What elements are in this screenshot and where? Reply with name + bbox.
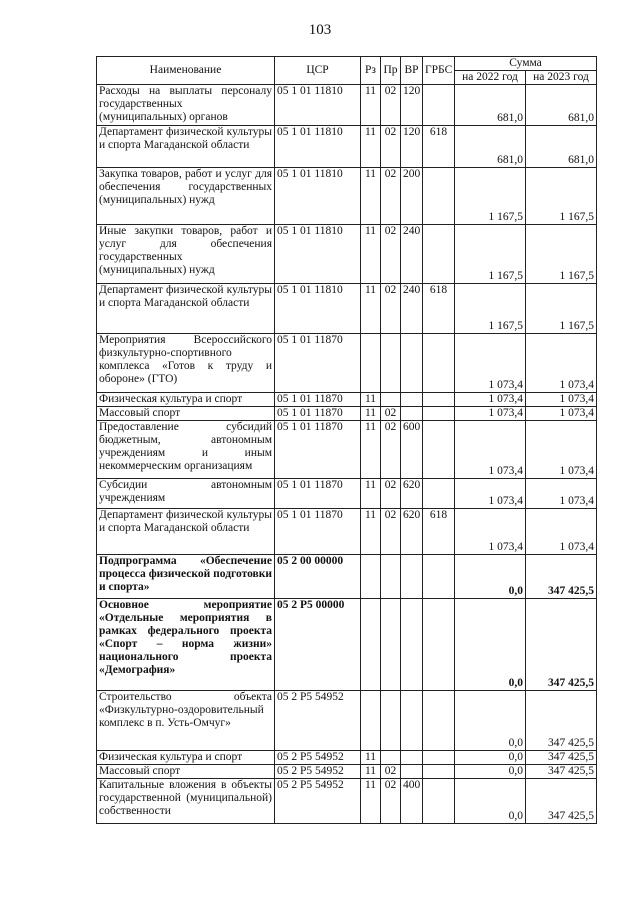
row-rz: 11 — [361, 407, 381, 421]
row-sum-2023: 1 167,5 — [526, 225, 597, 284]
table-row — [97, 691, 597, 751]
row-sum-2023: 1 073,4 — [526, 509, 597, 555]
row-pr — [381, 334, 401, 393]
row-name: Физическая культура и спорт — [97, 751, 275, 765]
row-sum-2023: 347 425,5 — [526, 779, 597, 824]
row-vr: 240 — [401, 284, 423, 334]
row-pr: 02 — [381, 126, 401, 168]
row-sum-2023: 1 073,4 — [526, 479, 597, 509]
row-vr — [401, 599, 423, 691]
table-row — [97, 225, 597, 284]
row-sum-2022: 0,0 — [455, 599, 526, 691]
row-name: Массовый спорт — [97, 765, 275, 779]
row-vr — [401, 334, 423, 393]
row-sum-2022: 1 073,4 — [455, 407, 526, 421]
row-sum-2022: 681,0 — [455, 126, 526, 168]
table-row — [97, 779, 597, 824]
row-sum-2022: 1 073,4 — [455, 509, 526, 555]
row-name: Основное мероприятие «Отдельные мероприятия в рамках федерального проекта «Спорт – норма жизни» национального проекта «Демография» — [97, 599, 275, 691]
header-csr: ЦСР — [275, 57, 361, 85]
row-name: Строительство объекта «Физкультурно-оздоровительный комплекс в п. Усть-Омчуг» — [97, 691, 275, 751]
row-grbs — [423, 168, 455, 225]
table-row — [97, 85, 597, 126]
row-sum-2022: 0,0 — [455, 751, 526, 765]
row-rz: 11 — [361, 779, 381, 824]
row-sum-2022: 0,0 — [455, 779, 526, 824]
row-rz: 11 — [361, 479, 381, 509]
row-vr — [401, 407, 423, 421]
row-rz: 11 — [361, 393, 381, 407]
row-csr: 05 1 01 11870 — [275, 479, 361, 509]
row-sum-2023: 1 073,4 — [526, 421, 597, 479]
table-row — [97, 555, 597, 599]
row-grbs: 618 — [423, 284, 455, 334]
page-number: 103 — [308, 22, 332, 38]
row-vr: 200 — [401, 168, 423, 225]
header-sum: Сумма — [455, 57, 597, 71]
row-grbs: 618 — [423, 126, 455, 168]
row-pr: 02 — [381, 421, 401, 479]
row-rz — [361, 599, 381, 691]
row-csr: 05 1 01 11810 — [275, 284, 361, 334]
row-rz — [361, 691, 381, 751]
header-rz: Рз — [361, 57, 381, 85]
row-sum-2022: 1 073,4 — [455, 479, 526, 509]
row-csr: 05 1 01 11810 — [275, 225, 361, 284]
table-row — [97, 765, 597, 779]
header-2022: на 2022 год — [455, 71, 526, 85]
table-row — [97, 421, 597, 479]
row-sum-2022: 1 167,5 — [455, 168, 526, 225]
row-rz: 11 — [361, 225, 381, 284]
row-name: Капитальные вложения в объекты государственной (муниципальной) собственности — [97, 779, 275, 824]
row-csr: 05 1 01 11810 — [275, 168, 361, 225]
row-pr: 02 — [381, 509, 401, 555]
row-sum-2022: 0,0 — [455, 691, 526, 751]
row-vr: 600 — [401, 421, 423, 479]
row-pr — [381, 393, 401, 407]
row-sum-2022: 1 073,4 — [455, 334, 526, 393]
row-pr: 02 — [381, 284, 401, 334]
row-name: Подпрограмма «Обеспечение процесса физической подготовки и спорта» — [97, 555, 275, 599]
row-pr — [381, 599, 401, 691]
row-csr: 05 2 P5 54952 — [275, 765, 361, 779]
row-pr: 02 — [381, 479, 401, 509]
row-grbs — [423, 555, 455, 599]
table-row — [97, 751, 597, 765]
row-pr: 02 — [381, 85, 401, 126]
row-sum-2023: 347 425,5 — [526, 765, 597, 779]
row-pr: 02 — [381, 225, 401, 284]
row-grbs: 618 — [423, 509, 455, 555]
row-rz: 11 — [361, 126, 381, 168]
row-sum-2022: 1 073,4 — [455, 421, 526, 479]
row-sum-2022: 0,0 — [455, 765, 526, 779]
row-name: Иные закупки товаров, работ и услуг для обеспечения государственных (муниципальных) нужд — [97, 225, 275, 284]
row-grbs — [423, 599, 455, 691]
table-row — [97, 284, 597, 334]
row-rz: 11 — [361, 85, 381, 126]
row-sum-2023: 1 167,5 — [526, 284, 597, 334]
row-vr — [401, 555, 423, 599]
header-pr: Пр — [381, 57, 401, 85]
header-2023: на 2023 год — [526, 71, 597, 85]
row-grbs — [423, 225, 455, 284]
row-name: Физическая культура и спорт — [97, 393, 275, 407]
row-rz: 11 — [361, 509, 381, 555]
row-pr: 02 — [381, 407, 401, 421]
row-sum-2023: 347 425,5 — [526, 691, 597, 751]
row-rz: 11 — [361, 284, 381, 334]
row-name: Субсидии автономным учреждениям — [97, 479, 275, 509]
row-csr: 05 2 P5 00000 — [275, 599, 361, 691]
row-csr: 05 1 01 11810 — [275, 85, 361, 126]
row-vr: 620 — [401, 479, 423, 509]
row-pr: 02 — [381, 168, 401, 225]
row-sum-2023: 347 425,5 — [526, 555, 597, 599]
row-vr: 240 — [401, 225, 423, 284]
row-sum-2023: 1 073,4 — [526, 407, 597, 421]
row-pr: 02 — [381, 779, 401, 824]
row-sum-2023: 1 073,4 — [526, 334, 597, 393]
budget-table — [96, 56, 597, 824]
row-grbs — [423, 334, 455, 393]
table-row — [97, 479, 597, 509]
table-row — [97, 126, 597, 168]
row-grbs — [423, 407, 455, 421]
table-body — [97, 85, 597, 824]
table-row — [97, 599, 597, 691]
row-sum-2023: 347 425,5 — [526, 599, 597, 691]
row-grbs — [423, 779, 455, 824]
row-csr: 05 2 P5 54952 — [275, 751, 361, 765]
row-sum-2023: 1 167,5 — [526, 168, 597, 225]
table-row — [97, 407, 597, 421]
row-sum-2023: 347 425,5 — [526, 751, 597, 765]
row-csr: 05 1 01 11870 — [275, 509, 361, 555]
row-name: Предоставление субсидий бюджетным, автономным учреждениям и иным некоммерческим организациям — [97, 421, 275, 479]
row-sum-2022: 1 073,4 — [455, 393, 526, 407]
row-csr: 05 1 01 11870 — [275, 334, 361, 393]
row-rz — [361, 334, 381, 393]
row-grbs — [423, 479, 455, 509]
row-name: Расходы на выплаты персоналу государственных (муниципальных) органов — [97, 85, 275, 126]
row-sum-2023: 681,0 — [526, 126, 597, 168]
row-grbs — [423, 393, 455, 407]
row-pr — [381, 691, 401, 751]
table-row — [97, 334, 597, 393]
row-csr: 05 2 00 00000 — [275, 555, 361, 599]
row-sum-2022: 1 167,5 — [455, 284, 526, 334]
table-row — [97, 168, 597, 225]
row-name: Департамент физической культуры и спорта Магаданской области — [97, 126, 275, 168]
row-sum-2022: 0,0 — [455, 555, 526, 599]
row-sum-2022: 1 167,5 — [455, 225, 526, 284]
row-vr — [401, 691, 423, 751]
header-grbs: ГРБС — [423, 57, 455, 85]
header-vr: ВР — [401, 57, 423, 85]
row-sum-2022: 681,0 — [455, 85, 526, 126]
row-name: Закупка товаров, работ и услуг для обеспечения государственных (муниципальных) нужд — [97, 168, 275, 225]
row-sum-2023: 1 073,4 — [526, 393, 597, 407]
row-rz: 11 — [361, 751, 381, 765]
table-row — [97, 509, 597, 555]
row-rz — [361, 555, 381, 599]
row-grbs — [423, 421, 455, 479]
row-rz: 11 — [361, 765, 381, 779]
row-name: Мероприятия Всероссийского физкультурно-спортивного комплекса «Готов к труду и обороне» (ГТО) — [97, 334, 275, 393]
header-name: Наименование — [97, 57, 275, 85]
row-vr: 120 — [401, 85, 423, 126]
row-name: Массовый спорт — [97, 407, 275, 421]
row-pr — [381, 751, 401, 765]
row-grbs — [423, 765, 455, 779]
row-vr: 620 — [401, 509, 423, 555]
table-row — [97, 393, 597, 407]
row-vr — [401, 765, 423, 779]
row-pr: 02 — [381, 765, 401, 779]
row-csr: 05 1 01 11870 — [275, 393, 361, 407]
row-csr: 05 1 01 11810 — [275, 126, 361, 168]
row-vr — [401, 393, 423, 407]
row-csr: 05 2 P5 54952 — [275, 779, 361, 824]
row-grbs — [423, 751, 455, 765]
row-sum-2023: 681,0 — [526, 85, 597, 126]
row-vr: 400 — [401, 779, 423, 824]
row-csr: 05 1 01 11870 — [275, 407, 361, 421]
row-csr: 05 1 01 11870 — [275, 421, 361, 479]
row-vr — [401, 751, 423, 765]
row-vr: 120 — [401, 126, 423, 168]
row-name: Департамент физической культуры и спорта Магаданской области — [97, 284, 275, 334]
row-grbs — [423, 85, 455, 126]
row-grbs — [423, 691, 455, 751]
row-csr: 05 2 P5 54952 — [275, 691, 361, 751]
row-rz: 11 — [361, 168, 381, 225]
row-name: Департамент физической культуры и спорта Магаданской области — [97, 509, 275, 555]
row-rz: 11 — [361, 421, 381, 479]
row-pr — [381, 555, 401, 599]
